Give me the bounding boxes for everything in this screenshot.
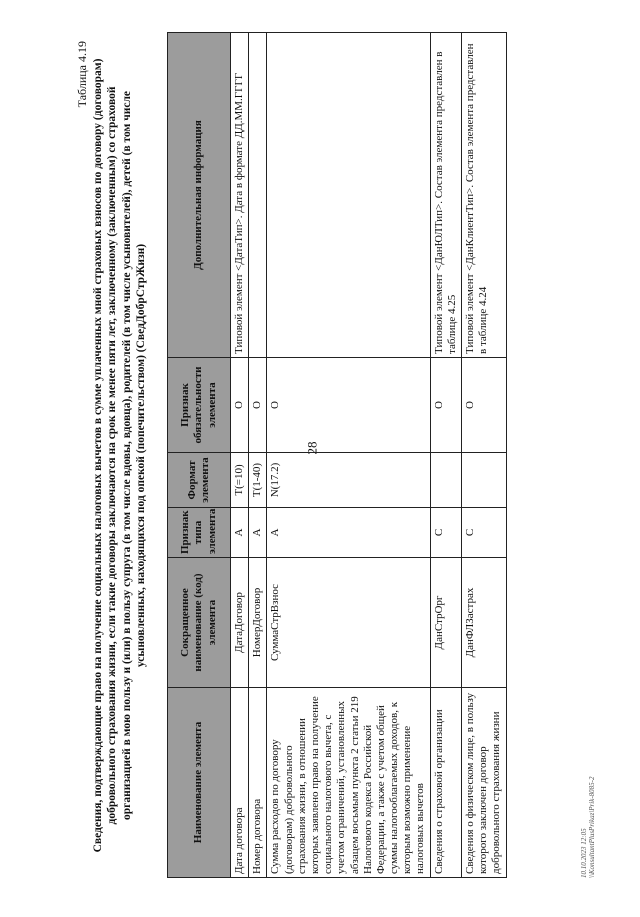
element-code: ДатаДоговор: [231, 558, 249, 688]
column-header: Наименование элемента: [168, 688, 231, 878]
column-header: Формат элемента: [168, 453, 231, 508]
element-name: Сведения о страховой организации: [430, 688, 461, 878]
column-header: Сокращенное наименование (код) элемента: [168, 558, 231, 688]
element-format: T(=10): [231, 453, 249, 508]
element-name: Дата договора: [231, 688, 249, 878]
element-required: О: [231, 358, 249, 453]
element-info: Типовой элемент <ДанКлиентТип>. Состав элемента представлен в таблице 4.24: [462, 33, 507, 358]
element-info: Типовой элемент <ДатаТип>. Дата в формате ДД.ММ.ГГГГ: [231, 33, 249, 358]
element-code: ДанСтрОрг: [430, 558, 461, 688]
table-row: [249, 33, 267, 878]
element-code: СуммаСтрВзнос: [267, 558, 430, 688]
table-caption: Сведения, подтверждающие право на получение социальных налоговых вычетов в сумме уплаченных мной страховых взносов по договору (договорам) добровольного страхования жизни, если такие договоры заключаются на срок не менее пяти лет, заключенному (заключенным) со страховой организацией в мою пользу и (или) в пользу супруга (в том числе вдовы, вдовца), родителей (в том числе усыновителей), детей (в том числе усыновленных, находящихся под опекой (попечительством) (СведДобрСтрЖизн): [92, 58, 148, 853]
element-code: НомерДоговор: [249, 558, 267, 688]
element-name: Сумма расходов по договору (договорам) добровольного страхования жизни, в отношении которых заявлено право на получение социального налогового вычета, с учетом ограничений, установленных абзацем восьмым пункта 2 статьи 219 Налогового кодекса Российской Федерации, а также с учетом общей суммы налогооблагаемых доходов, к которым возможно применение налоговых вычетов: [267, 688, 430, 878]
element-required: О: [249, 358, 267, 453]
rotated-document: [75, 33, 595, 878]
element-type: С: [462, 508, 507, 558]
elements-table: [167, 32, 507, 878]
table-header-row: [168, 33, 231, 878]
element-format: T(1-40): [249, 453, 267, 508]
element-name: Номер договора: [249, 688, 267, 878]
table-number: Таблица 4.19: [75, 41, 89, 108]
footer-path: \\KonsultantPlusPrikaz\Prik-8085-2: [588, 776, 597, 878]
table-row: [462, 33, 507, 878]
footer-timestamp: 10.10.2023 12:05: [580, 828, 588, 878]
column-header: Признак типа элемента: [168, 508, 231, 558]
element-name: Сведения о физическом лице, в пользу которого заключен договор добровольного страхования жизни: [462, 688, 507, 878]
table-row: [267, 33, 430, 878]
element-type: С: [430, 508, 461, 558]
element-info: [249, 33, 267, 358]
element-format: [462, 453, 507, 508]
element-type: А: [267, 508, 430, 558]
element-info: [267, 33, 430, 358]
element-type: А: [231, 508, 249, 558]
page-number: 28: [304, 441, 320, 455]
element-required: О: [430, 358, 461, 453]
column-header: Признак обязательности элемента: [168, 358, 231, 453]
element-code: ДанФЛЗастрах: [462, 558, 507, 688]
element-format: N(17.2): [267, 453, 430, 508]
element-info: Типовой элемент <ДанЮЛТип>. Состав элемента представлен в таблице 4.25: [430, 33, 461, 358]
column-header: Дополнительная информация: [168, 33, 231, 358]
table-row: [430, 33, 461, 878]
element-format: [430, 453, 461, 508]
element-type: А: [249, 508, 267, 558]
document-footer: [580, 777, 597, 879]
element-required: О: [462, 358, 507, 453]
table-row: [231, 33, 249, 878]
element-required: О: [267, 358, 430, 453]
